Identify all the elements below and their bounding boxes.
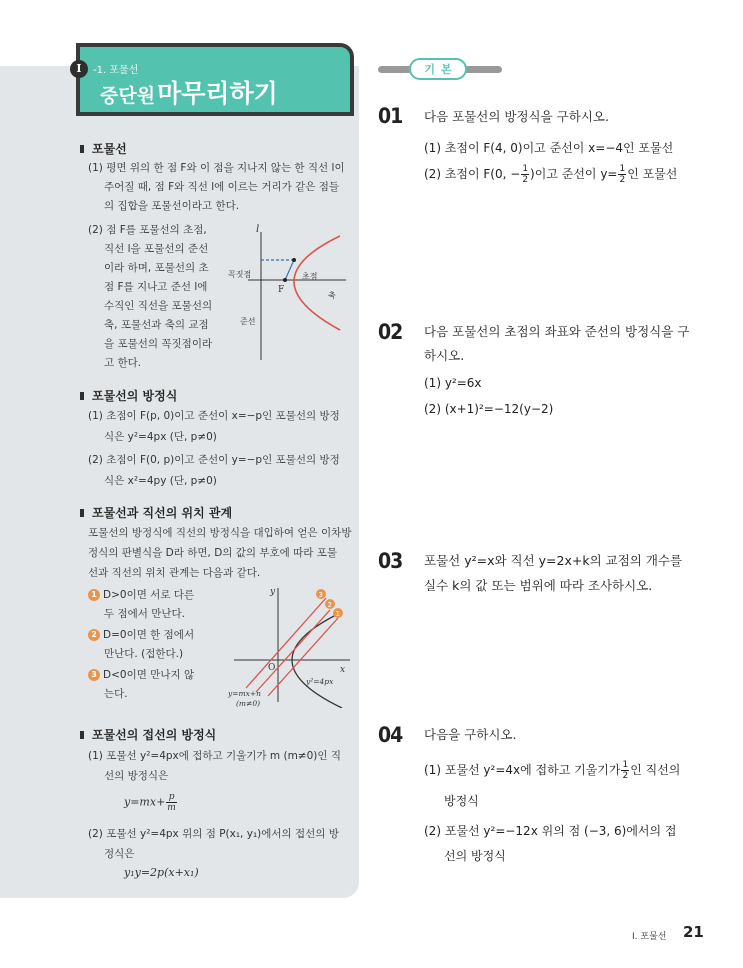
- section-heading-parabola: 포물선: [80, 140, 127, 157]
- question-text: 실수 k의 값 또는 범위에 따라 조사하시오.: [424, 578, 653, 593]
- fig-label-vertex: 꼭짓점: [228, 270, 252, 279]
- question-number: 04: [378, 723, 403, 747]
- fig-label-cond: (m≠0): [236, 699, 261, 708]
- s1-line: 고 한다.: [104, 357, 142, 369]
- s2-line: 식은 x²=4py (단, p≠0): [104, 475, 217, 487]
- s1-line: 직선 l을 포물선의 준선: [104, 243, 209, 255]
- question-text: 다음 포물선의 초점의 좌표와 준선의 방정식을 구: [424, 324, 690, 339]
- s4-line: 선의 방정식은: [104, 770, 169, 782]
- q4-s1-part-a: (1) 포물선 y²=4x에 접하고 기울기가: [424, 763, 621, 777]
- s3-line: 포물선의 방정식에 직선의 방정식을 대입하여 얻은 이차방: [88, 527, 352, 539]
- s1-line: 점 F를 지나고 준선 l에: [104, 281, 208, 293]
- s1-line: 을 포물선의 꼭짓점이라: [104, 338, 213, 350]
- fig-n2: 2: [327, 601, 332, 609]
- title-big: 마무리하기: [157, 79, 278, 108]
- question-sub: (1) 초점이 F(4, 0)이고 준선이 x=−4인 포물선: [424, 141, 674, 155]
- fig-label-axis: 축: [328, 291, 336, 300]
- s1-line: 주어질 때, 점 F와 직선 l에 이르는 거리가 같은 점들: [104, 181, 340, 193]
- s1-line: 축, 포물선과 축의 교점: [104, 319, 209, 331]
- focus-point: [283, 278, 287, 282]
- s1-line: 의 집합을 포물선이라고 한다.: [104, 200, 240, 212]
- s4-line: (1) 포물선 y²=4px에 접하고 기울기가 m (m≠0)인 직: [88, 750, 342, 762]
- formula-1-text: y=mx+: [124, 795, 166, 809]
- fig-n3: 3: [318, 591, 323, 599]
- footer-section-label: I. 포물선: [632, 932, 667, 942]
- fraction-denominator: 2: [622, 771, 629, 781]
- line-relation-figure: [226, 580, 354, 708]
- fig-label-O: O: [268, 663, 276, 673]
- question-text: 다음을 구하시오.: [424, 727, 517, 742]
- badge-char-1: 기: [424, 63, 435, 76]
- fig-label-focus: 초점: [302, 272, 318, 281]
- section-heading-tangent: 포물선의 접선의 방정식: [80, 726, 216, 743]
- question-sub: [424, 760, 680, 781]
- fraction-numerator: 1: [522, 164, 529, 174]
- basic-badge: [409, 58, 467, 80]
- question-sub-cont: 방정식: [444, 794, 479, 808]
- question-text: 다음 포물선의 방정식을 구하시오.: [424, 109, 609, 124]
- case-3-cont: 는다.: [104, 688, 128, 700]
- s4-line: (2) 포물선 y²=4px 위의 점 P(x₁, y₁)에서의 접선의 방: [88, 828, 339, 840]
- case-1: [88, 587, 194, 602]
- s1-line: 이라 하며, 포물선의 초: [104, 262, 209, 274]
- tangent-formula-2: y₁y=2p(x+x₁): [124, 866, 199, 879]
- formula-1-fraction: [166, 792, 177, 813]
- section-heading-equation: 포물선의 방정식: [80, 387, 177, 404]
- fig-label-x: x: [340, 665, 346, 675]
- q4-s1-part-b: 인 직선의: [630, 763, 681, 777]
- fraction-denominator: 2: [619, 175, 626, 185]
- s1-line: (1) 평면 위의 한 점 F와 이 점을 지나지 않는 한 직선 l이: [88, 162, 345, 174]
- case-3-marker: 3: [88, 669, 100, 681]
- case-3-text: D<0이면 만나지 않: [103, 669, 195, 681]
- fraction-numerator: 1: [619, 164, 626, 174]
- fig-label-y: y: [270, 587, 276, 597]
- q1-fraction-2: [618, 164, 626, 185]
- question-sub: (2) (x+1)²=−12(y−2): [424, 402, 554, 416]
- q1-s2-part-b: )이고 준선이 y=: [530, 167, 618, 181]
- fraction-numerator: 1: [622, 760, 629, 770]
- chapter-number-badge: I: [70, 60, 88, 78]
- fig-label-curve: y²=4px: [306, 677, 334, 686]
- case-2-marker: 2: [88, 629, 100, 641]
- parabola-curve: [294, 236, 340, 330]
- badge-char-2: 본: [441, 63, 452, 76]
- s2-line: 식은 y²=4px (단, p≠0): [104, 431, 217, 443]
- tangent-formula-1: [124, 792, 178, 813]
- case-2-text: D=0이면 한 점에서: [103, 629, 195, 641]
- q1-fraction-1: [521, 164, 529, 185]
- question-sub: (2) 포물선 y²=−12x 위의 점 (−3, 6)에서의 접: [424, 824, 677, 838]
- q1-s2-part-c: 인 포물선: [627, 167, 678, 181]
- fig-label-directrix: 준선: [240, 317, 256, 326]
- question-sub: [424, 164, 677, 185]
- fraction-numerator: p: [166, 792, 177, 803]
- fig-label-F: F: [278, 285, 285, 295]
- case-1-text: D>0이면 서로 다른: [103, 589, 195, 601]
- fraction-denominator: m: [167, 803, 176, 813]
- s3-line: 선과 직선의 위치 관계는 다음과 같다.: [88, 567, 261, 579]
- fig-label-l: l: [256, 224, 260, 235]
- question-text: 포물선 y²=x와 직선 y=2x+k의 교점의 개수를: [424, 553, 683, 568]
- s1-line: (2) 점 F를 포물선의 초점,: [88, 224, 207, 236]
- case-1-cont: 두 점에서 만난다.: [104, 608, 186, 620]
- fraction-denominator: 2: [522, 175, 529, 185]
- line-1: [246, 598, 326, 688]
- case-3: [88, 667, 194, 682]
- title-small: 중단원: [100, 85, 156, 107]
- q4-fraction: [621, 760, 629, 781]
- s4-line: 정식은: [104, 848, 135, 860]
- question-text: 하시오.: [424, 348, 465, 363]
- s1-line: 수직인 직선을 포물선의: [104, 300, 213, 312]
- fig-label-line: y=mx+n: [228, 689, 261, 698]
- s2-line: (1) 초점이 F(p, 0)이고 준선이 x=−p인 포물선의 방정: [88, 410, 340, 422]
- s3-line: 정식의 판별식을 D라 하면, D의 값의 부호에 따라 포물: [88, 547, 338, 559]
- page-number: 21: [683, 923, 704, 941]
- q1-s2-part-a: (2) 초점이 F(0, −: [424, 167, 521, 181]
- case-2-cont: 만난다. (접한다.): [104, 648, 184, 660]
- chapter-subtitle: -1. 포물선: [93, 65, 139, 76]
- case-2: [88, 627, 194, 642]
- case-1-marker: 1: [88, 589, 100, 601]
- page-title: [100, 74, 278, 110]
- fig-n1: 1: [335, 610, 340, 618]
- question-sub-cont: 선의 방정식: [444, 849, 506, 863]
- question-sub: (1) y²=6x: [424, 376, 482, 390]
- parabola-figure: [228, 222, 352, 362]
- s2-line: (2) 초점이 F(0, p)이고 준선이 y=−p인 포물선의 방정: [88, 454, 340, 466]
- question-number: 03: [378, 549, 403, 573]
- question-number: 01: [378, 104, 403, 128]
- question-number: 02: [378, 320, 403, 344]
- section-heading-line-relation: 포물선과 직선의 위치 관계: [80, 504, 232, 521]
